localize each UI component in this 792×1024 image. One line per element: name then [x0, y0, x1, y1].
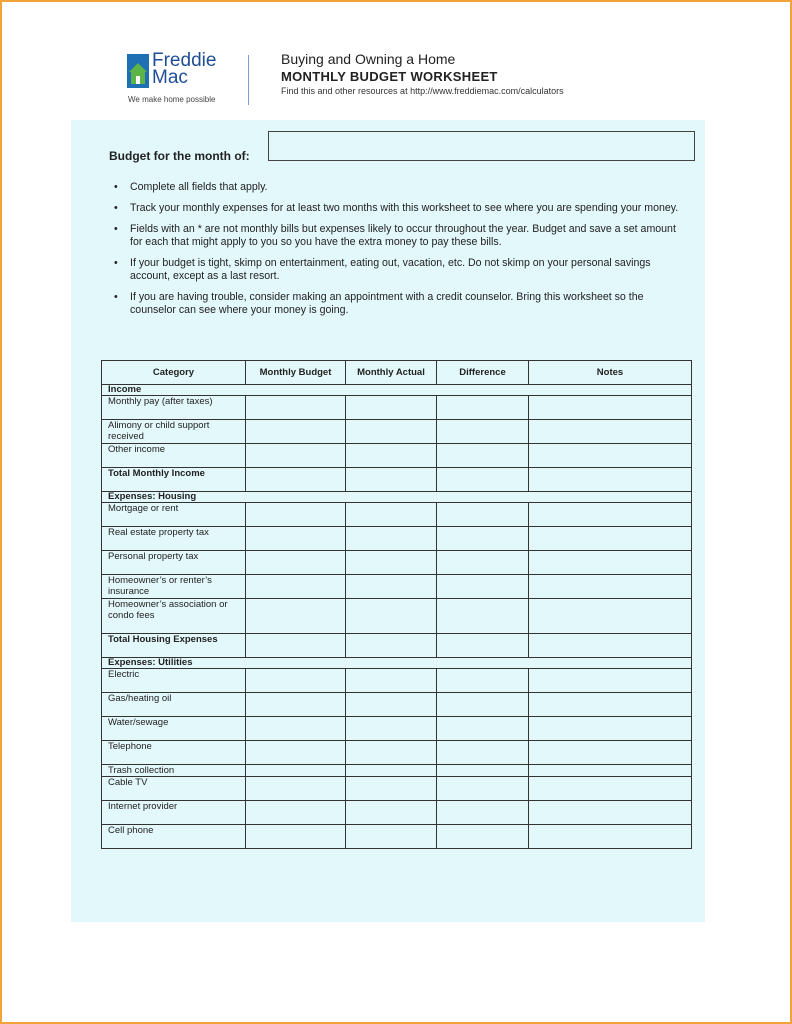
budget-cell[interactable]: [246, 777, 346, 801]
budget-cell[interactable]: [246, 717, 346, 741]
section-header-row: [102, 658, 692, 669]
row-label: Telephone: [102, 741, 246, 765]
freddie-mac-logo: [127, 52, 237, 108]
table-row: [102, 396, 692, 420]
table-row: [102, 575, 692, 599]
table-row: [102, 801, 692, 825]
budget-cell[interactable]: [246, 468, 346, 492]
notes-cell[interactable]: [529, 420, 692, 444]
logo-word-1: Freddie: [152, 50, 217, 71]
table-row: [102, 765, 692, 777]
row-label: Total Monthly Income: [102, 468, 246, 492]
row-label: Gas/heating oil: [102, 693, 246, 717]
header-divider: [248, 55, 249, 105]
difference-cell[interactable]: [437, 801, 529, 825]
budget-cell[interactable]: [246, 396, 346, 420]
table-row: [102, 444, 692, 468]
row-label: Electric: [102, 669, 246, 693]
table-row: [102, 420, 692, 444]
difference-cell[interactable]: [437, 765, 529, 777]
notes-cell[interactable]: [529, 575, 692, 599]
actual-cell[interactable]: [346, 503, 437, 527]
notes-cell[interactable]: [529, 825, 692, 849]
budget-cell[interactable]: [246, 444, 346, 468]
section-label: Expenses: Housing: [102, 492, 692, 503]
difference-cell[interactable]: [437, 777, 529, 801]
total-row: [102, 468, 692, 492]
instruction-text: Complete all fields that apply.: [130, 181, 268, 193]
budget-table: [101, 360, 692, 849]
notes-cell[interactable]: [529, 396, 692, 420]
row-label: Homeowner’s or renter’s insurance: [102, 575, 246, 599]
budget-cell[interactable]: [246, 503, 346, 527]
page-title: MONTHLY BUDGET WORKSHEET: [281, 69, 498, 84]
actual-cell[interactable]: [346, 693, 437, 717]
difference-cell[interactable]: [437, 741, 529, 765]
house-logo-icon: [127, 54, 149, 88]
logo-word-2: Mac: [152, 67, 188, 88]
notes-cell[interactable]: [529, 634, 692, 658]
row-label: Alimony or child support received: [102, 420, 246, 444]
total-row: [102, 634, 692, 658]
notes-cell[interactable]: [529, 669, 692, 693]
budget-cell[interactable]: [246, 575, 346, 599]
notes-cell[interactable]: [529, 444, 692, 468]
instruction-text: Fields with an * are not monthly bills but expenses likely to occur throughout the year. Budget and save a set amount for each that might apply to you so you have the extra money to pay these bills.: [130, 223, 676, 248]
budget-cell[interactable]: [246, 801, 346, 825]
budget-cell[interactable]: [246, 527, 346, 551]
budget-cell[interactable]: [246, 693, 346, 717]
difference-cell[interactable]: [437, 468, 529, 492]
difference-cell[interactable]: [437, 599, 529, 634]
section-header-row: [102, 385, 692, 396]
notes-cell[interactable]: [529, 801, 692, 825]
difference-cell[interactable]: [437, 634, 529, 658]
difference-cell[interactable]: [437, 420, 529, 444]
instruction-item: • Complete all fields that apply.: [114, 181, 268, 193]
difference-cell[interactable]: [437, 396, 529, 420]
actual-cell[interactable]: [346, 765, 437, 777]
notes-cell[interactable]: [529, 468, 692, 492]
actual-cell[interactable]: [346, 801, 437, 825]
month-input[interactable]: [268, 131, 695, 161]
notes-cell[interactable]: [529, 599, 692, 634]
actual-cell[interactable]: [346, 444, 437, 468]
difference-cell[interactable]: [437, 503, 529, 527]
instruction-item: • If you are having trouble, consider making an appointment with a credit counselor. Bring this worksheet so the counselor can see where your money is going.: [114, 291, 644, 316]
month-label: Budget for the month of:: [109, 149, 250, 163]
actual-cell[interactable]: [346, 527, 437, 551]
actual-cell[interactable]: [346, 669, 437, 693]
row-label: Homeowner’s association or condo fees: [102, 599, 246, 634]
budget-cell[interactable]: [246, 551, 346, 575]
instruction-text: Track your monthly expenses for at least two months with this worksheet to see where you are spending your money.: [130, 202, 679, 214]
difference-cell[interactable]: [437, 575, 529, 599]
difference-cell[interactable]: [437, 717, 529, 741]
row-label: Personal property tax: [102, 551, 246, 575]
actual-cell[interactable]: [346, 717, 437, 741]
table-row: [102, 741, 692, 765]
instruction-item: • Fields with an * are not monthly bills but expenses likely to occur throughout the year. Budget and save a set amount for each that might apply to you so you have the extra money to pay these bills.: [114, 223, 676, 248]
table-row: [102, 777, 692, 801]
difference-cell[interactable]: [437, 527, 529, 551]
actual-cell[interactable]: [346, 551, 437, 575]
logo-tagline: We make home possible: [128, 95, 216, 104]
actual-cell[interactable]: [346, 741, 437, 765]
column-header: Monthly Budget: [246, 361, 346, 385]
table-row: [102, 693, 692, 717]
notes-cell[interactable]: [529, 503, 692, 527]
row-label: Trash collection: [102, 765, 246, 777]
instruction-text: If your budget is tight, skimp on entertainment, eating out, vacation, etc. Do not skimp on your personal savings account, except as a last resort.: [130, 257, 651, 282]
row-label: Total Housing Expenses: [102, 634, 246, 658]
actual-cell[interactable]: [346, 777, 437, 801]
actual-cell[interactable]: [346, 420, 437, 444]
budget-cell[interactable]: [246, 741, 346, 765]
row-label: Other income: [102, 444, 246, 468]
table-row: [102, 717, 692, 741]
difference-cell[interactable]: [437, 551, 529, 575]
actual-cell[interactable]: [346, 396, 437, 420]
row-label: Water/sewage: [102, 717, 246, 741]
resources-link[interactable]: Find this and other resources at http://www.freddiemac.com/calculators: [281, 86, 564, 96]
column-header: Category: [102, 361, 246, 385]
table-row: [102, 825, 692, 849]
difference-cell[interactable]: [437, 444, 529, 468]
column-header: Difference: [437, 361, 529, 385]
instruction-text: If you are having trouble, consider making an appointment with a credit counselor. Bring this worksheet so the counselor can see where your money is going.: [130, 291, 644, 316]
table-row: [102, 527, 692, 551]
notes-cell[interactable]: [529, 777, 692, 801]
actual-cell[interactable]: [346, 575, 437, 599]
row-label: Mortgage or rent: [102, 503, 246, 527]
budget-cell[interactable]: [246, 634, 346, 658]
budget-cell[interactable]: [246, 420, 346, 444]
actual-cell[interactable]: [346, 599, 437, 634]
row-label: Cell phone: [102, 825, 246, 849]
difference-cell[interactable]: [437, 693, 529, 717]
difference-cell[interactable]: [437, 669, 529, 693]
budget-cell[interactable]: [246, 825, 346, 849]
section-label: Expenses: Utilities: [102, 658, 692, 669]
instruction-item: • If your budget is tight, skimp on entertainment, eating out, vacation, etc. Do not skimp on your personal savings account, except as a last resort.: [114, 257, 651, 282]
budget-cell[interactable]: [246, 669, 346, 693]
row-label: Internet provider: [102, 801, 246, 825]
row-label: Cable TV: [102, 777, 246, 801]
row-label: Real estate property tax: [102, 527, 246, 551]
actual-cell[interactable]: [346, 825, 437, 849]
section-header-row: [102, 492, 692, 503]
section-label: Income: [102, 385, 692, 396]
header-subtitle: Buying and Owning a Home: [281, 51, 456, 67]
notes-cell[interactable]: [529, 741, 692, 765]
actual-cell[interactable]: [346, 468, 437, 492]
notes-cell[interactable]: [529, 717, 692, 741]
table-row: [102, 503, 692, 527]
notes-cell[interactable]: [529, 693, 692, 717]
instruction-item: • Track your monthly expenses for at least two months with this worksheet to see where you are spending your money.: [114, 202, 679, 214]
notes-cell[interactable]: [529, 765, 692, 777]
budget-cell[interactable]: [246, 599, 346, 634]
table-row: [102, 551, 692, 575]
budget-cell[interactable]: [246, 765, 346, 777]
notes-cell[interactable]: [529, 551, 692, 575]
notes-cell[interactable]: [529, 527, 692, 551]
table-row: [102, 599, 692, 634]
logo-wordmark: [152, 52, 216, 86]
actual-cell[interactable]: [346, 634, 437, 658]
column-header: Monthly Actual: [346, 361, 437, 385]
row-label: Monthly pay (after taxes): [102, 396, 246, 420]
table-row: [102, 669, 692, 693]
difference-cell[interactable]: [437, 825, 529, 849]
column-header: Notes: [529, 361, 692, 385]
table-header-row: [102, 361, 692, 385]
instructions-list: [114, 181, 684, 325]
